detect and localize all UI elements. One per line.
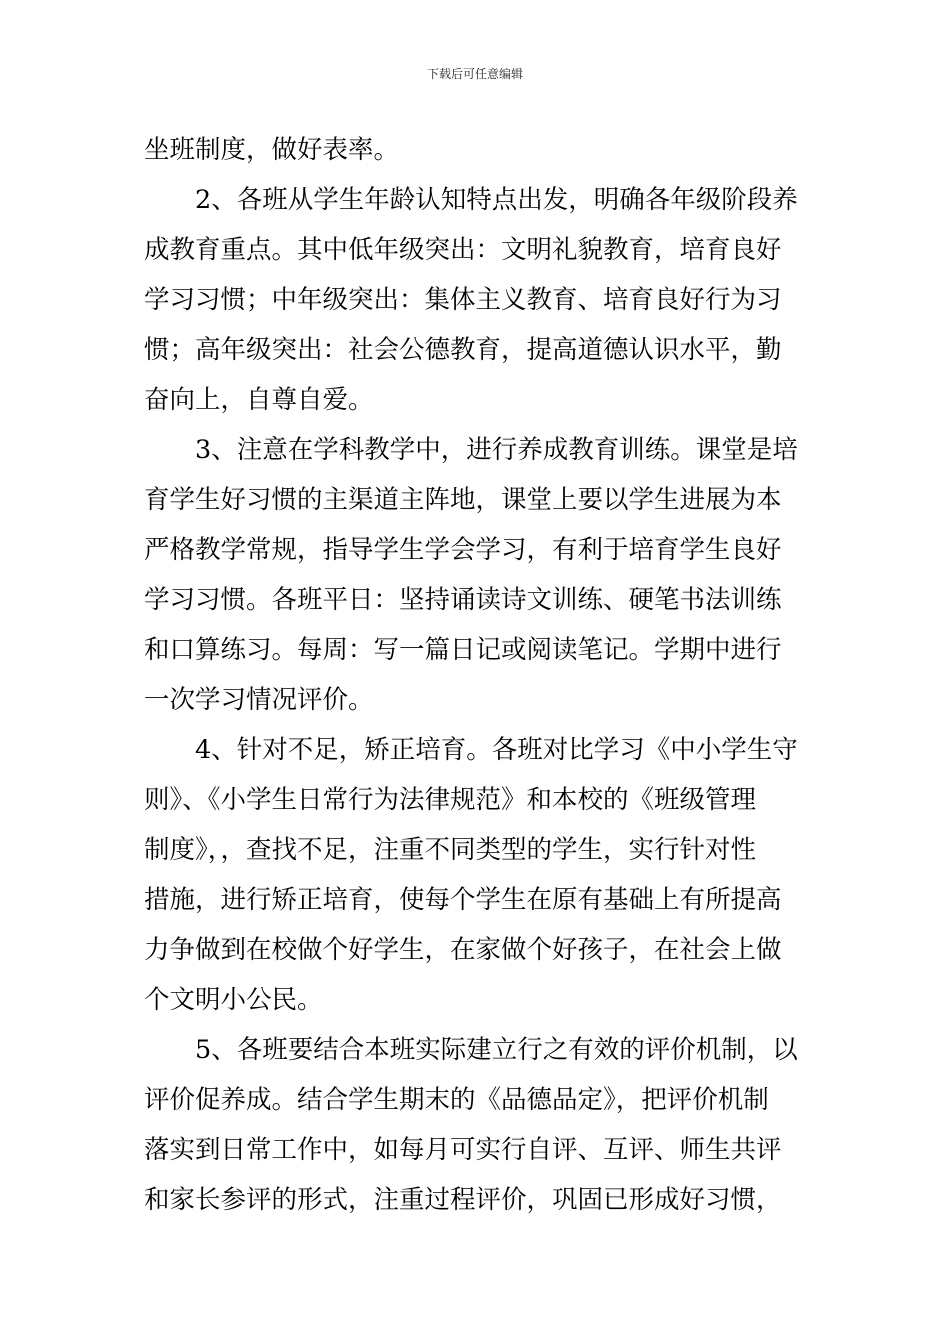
text-line: 制度》，，查找不足，注重不同类型的学生，实行针对性 bbox=[144, 835, 757, 865]
text-line: 和家长参评的形式，注重过程评价，巩固已形成好习惯， bbox=[144, 1185, 782, 1215]
text-line: 严格教学常规，指导学生学会学习，有利于培育学生良好 bbox=[144, 535, 782, 565]
text-line: 成教育重点。其中低年级突出：文明礼貌教育，培育良好 bbox=[144, 235, 782, 265]
text-line: 3、注意在学科教学中，进行养成教育训练。课堂是培 bbox=[195, 435, 798, 465]
text-line: 2、各班从学生年龄认知特点出发，明确各年级阶段养 bbox=[195, 185, 798, 215]
text-line: 评价促养成。结合学生期末的《品德品定》，把评价机制 bbox=[144, 1085, 769, 1115]
document-body bbox=[144, 125, 810, 1225]
text-line: 坐班制度，做好表率。 bbox=[144, 135, 400, 165]
text-line: 惯；高年级突出：社会公德教育，提高道德认识水平，勤 bbox=[144, 335, 782, 365]
text-line: 个文明小公民。 bbox=[144, 985, 323, 1015]
text-line: 学习习惯；中年级突出：集体主义教育、培育良好行为习 bbox=[144, 285, 782, 315]
text-line: 则》、《小学生日常行为法律规范》和本校的《班级管理 bbox=[144, 785, 757, 815]
text-line: 措施，进行矫正培育，使每个学生在原有基础上有所提高 bbox=[144, 885, 782, 915]
text-line: 学习习惯。各班平日：坚持诵读诗文训练、硬笔书法训练 bbox=[144, 585, 782, 615]
text-line: 5、各班要结合本班实际建立行之有效的评价机制，以 bbox=[195, 1035, 798, 1065]
text-line: 4、针对不足，矫正培育。各班对比学习《中小学生守 bbox=[195, 735, 798, 765]
text-line: 一次学习情况评价。 bbox=[144, 685, 374, 715]
text-line: 力争做到在校做个好学生，在家做个好孩子，在社会上做 bbox=[144, 935, 782, 965]
page-header: 下载后可任意编辑 bbox=[426, 67, 523, 81]
text-line: 和口算练习。每周：写一篇日记或阅读笔记。学期中进行 bbox=[144, 635, 782, 665]
text-line: 落实到日常工作中，如每月可实行自评、互评、师生共评 bbox=[144, 1135, 782, 1165]
text-line: 奋向上，自尊自爱。 bbox=[144, 385, 374, 415]
text-line: 育学生好习惯的主渠道主阵地，课堂上要以学生进展为本 bbox=[144, 485, 782, 515]
